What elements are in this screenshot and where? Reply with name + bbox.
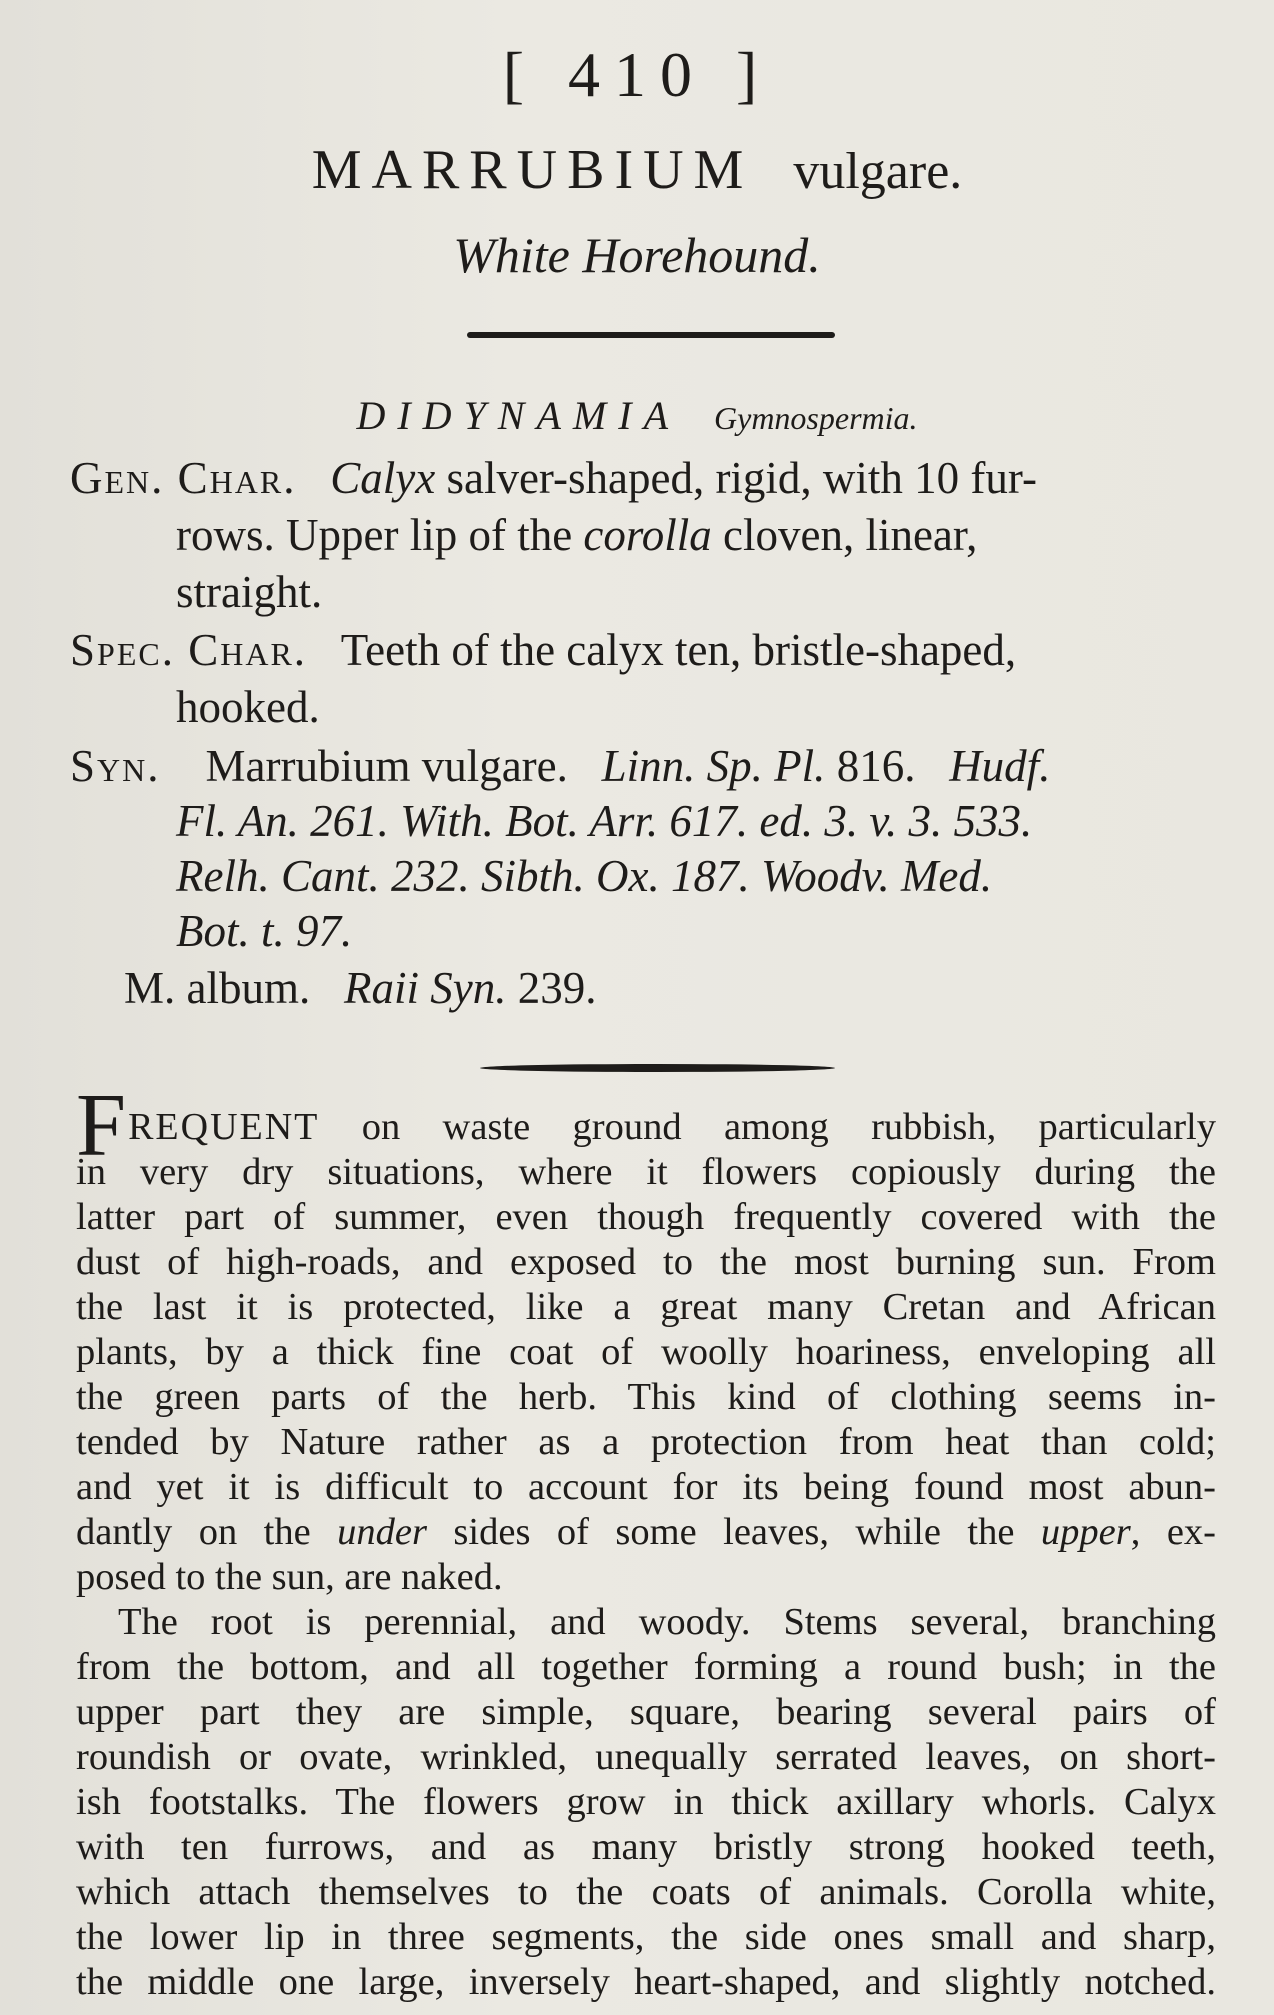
description-text xyxy=(76,1076,1216,2005)
syn-line1-roman: Marrubium vulgare. xyxy=(205,741,568,791)
body-line-1: in very dry situations, where it flowers copiously during the xyxy=(76,1151,1216,1193)
italic-under: under xyxy=(337,1511,427,1553)
divider-bottom xyxy=(480,1064,835,1072)
syn-line1-num: 816. xyxy=(825,741,916,791)
body-line-3: dust of high-roads, and exposed to the most burning sun. From xyxy=(76,1241,1216,1283)
body-line-12: from the bottom, and all together forming a round bush; in the xyxy=(76,1646,1216,1688)
genus-name: MARRUBIUM xyxy=(311,139,754,201)
spec-char-label: Spec. Char. xyxy=(70,625,308,675)
body-line-9: dantly on the under sides of some leaves, while the upper, ex- xyxy=(76,1511,1216,1553)
body-line-11: The root is perennial, and woody. Stems several, branching xyxy=(118,1601,1216,1643)
body-line-7: tended by Nature rather as a protection from heat than cold; xyxy=(76,1421,1216,1463)
body-line-14: roundish or ovate, wrinkled, unequally serrated leaves, on short- xyxy=(76,1736,1216,1778)
order-name: Gymnospermia. xyxy=(714,400,918,436)
syn-album-roman: M. album. xyxy=(124,963,311,1013)
body-line-8: and yet it is difficult to account for its being found most abun- xyxy=(76,1466,1216,1508)
body-line-19: the middle one large, inversely heart-shaped, and slightly notched. xyxy=(76,1961,1216,2003)
body-line-0: on waste ground among rubbish, particularly xyxy=(319,1106,1216,1148)
body-line-2: latter part of summer, even though frequently covered with the xyxy=(76,1196,1216,1238)
body-line-6: the green parts of the herb. This kind of clothing seems in- xyxy=(76,1376,1216,1418)
syn-line4: Bot. t. 97. xyxy=(176,906,353,956)
classification xyxy=(0,392,1274,439)
specific-character xyxy=(70,622,1220,736)
syn-line3: Relh. Cant. 232. Sibth. Ox. 187. Woodv. Med. xyxy=(176,851,993,901)
body-line-5: plants, by a thick fine coat of woolly hoariness, enveloping all xyxy=(76,1331,1216,1373)
gen-char-line3: straight. xyxy=(176,567,323,617)
spec-char-line1: Teeth of the calyx ten, bristle-shaped, xyxy=(340,625,1017,675)
gen-char-corolla: corolla xyxy=(583,510,712,560)
species-name: vulgare. xyxy=(793,143,963,200)
page-number: [ 410 ] xyxy=(502,39,772,110)
syn-line2: Fl. An. 261. With. Bot. Arr. 617. ed. 3. v. 3. 533. xyxy=(176,796,1033,846)
divider-top xyxy=(467,332,835,338)
body-line-15: ish footstalks. The flowers grow in thick axillary whorls. Calyx xyxy=(76,1781,1216,1823)
generic-character xyxy=(70,450,1220,621)
syn-album-num: 239. xyxy=(506,963,597,1013)
first-word: REQUENT xyxy=(128,1106,320,1148)
gen-char-calyx: Calyx xyxy=(330,453,436,503)
gen-char-line2a: rows. Upper lip of the xyxy=(176,510,584,560)
gen-char-label: Gen. Char. xyxy=(70,453,297,503)
gen-char-line1: salver-shaped, rigid, with 10 fur- xyxy=(435,453,1037,503)
body-line-17: which attach themselves to the coats of animals. Corolla white, xyxy=(76,1871,1216,1913)
class-name: DIDYNAMIA xyxy=(356,393,680,438)
body-line-4: the last it is protected, like a great many Cretan and African xyxy=(76,1286,1216,1328)
body-line-10: posed to the sun, are naked. xyxy=(76,1556,503,1598)
drop-cap: F xyxy=(76,1076,127,1175)
synonym-album xyxy=(124,962,596,1014)
body-line-13: upper part they are simple, square, bearing several pairs of xyxy=(76,1691,1216,1733)
synonyms xyxy=(70,738,1220,958)
syn-line1-italic-b: Hudf. xyxy=(949,741,1051,791)
italic-upper: upper xyxy=(1040,1511,1131,1553)
body-line-16: with ten furrows, and as many bristly strong hooked teeth, xyxy=(76,1826,1216,1868)
gen-char-line2b: cloven, linear, xyxy=(711,510,978,560)
page-title xyxy=(0,138,1274,202)
syn-album-italic: Raii Syn. xyxy=(344,963,507,1013)
spec-char-line2: hooked. xyxy=(176,682,320,732)
syn-label: Syn. xyxy=(70,741,161,791)
body-line-18: the lower lip in three segments, the side ones small and sharp, xyxy=(76,1916,1216,1958)
syn-line1-italic-a: Linn. Sp. Pl. xyxy=(601,741,826,791)
common-name: White Horehound. xyxy=(453,227,821,283)
